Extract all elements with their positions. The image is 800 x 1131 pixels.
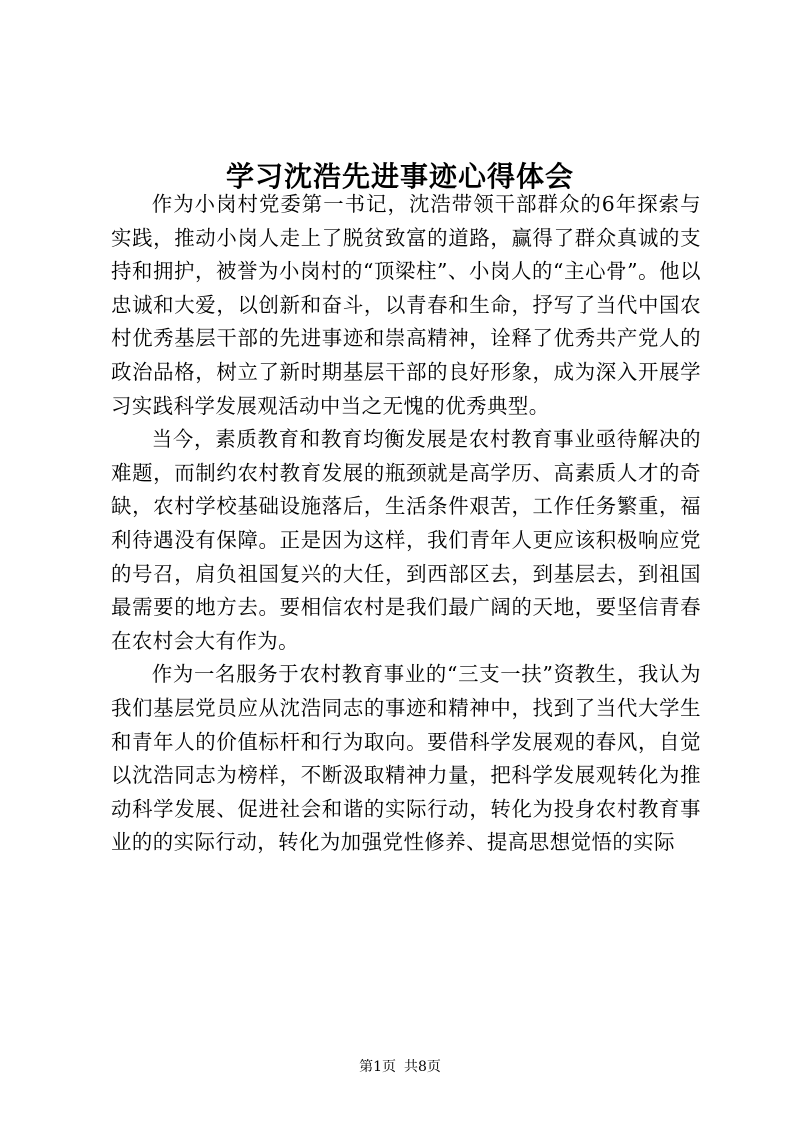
page-footer [0, 1057, 800, 1077]
paragraph-1: 作为小岗村党委第一书记，沈浩带领干部群众的6年探索与实践，推动小岗人走上了脱贫致富的道路，赢得了群众真诚的支持和拥护，被誉为小岗村的“顶梁柱”、小岗人的“主心骨”。他以忠诚和大爱，以创新和奋斗，以青春和生命，抒写了当代中国农村优秀基层干部的先进事迹和崇高精神，诠释了优秀共产党人的政治品格，树立了新时期基层干部的良好形象，成为深入开展学习实践科学发展观活动中当之无愧的优秀典型。 [111, 192, 701, 418]
page-count: 共8页 [404, 1059, 441, 1075]
paragraph-2: 当今，素质教育和教育均衡发展是农村教育事业亟待解决的难题，而制约农村教育发展的瓶颈就是高学历、高素质人才的奇缺，农村学校基础设施落后，生活条件艰苦，工作任务繁重，福利待遇没有保障。正是因为这样，我们青年人更应该积极响应党的号召，肩负祖国复兴的大任，到西部区去，到基层去，到祖国最需要的地方去。要相信农村是我们最广阔的天地，要坚信青春在农村会大有作为。 [111, 427, 701, 653]
paragraph-3: 作为一名服务于农村教育事业的“三支一扶”资教生，我认为我们基层党员应从沈浩同志的事迹和精神中，找到了当代大学生和青年人的价值标杆和行为取向。要借科学发展观的春风，自觉以沈浩同志为榜样，不断汲取精神力量，把科学发展观转化为推动科学发展、促进社会和谐的实际行动，转化为投身农村教育事业的的实际行动，转化为加强党性修养、提高思想觉悟的实际 [111, 662, 701, 855]
document-body [111, 188, 701, 860]
page-number: 第1页 [359, 1059, 396, 1075]
document-title: 学习沈浩先进事迹心得体会 [225, 159, 574, 193]
